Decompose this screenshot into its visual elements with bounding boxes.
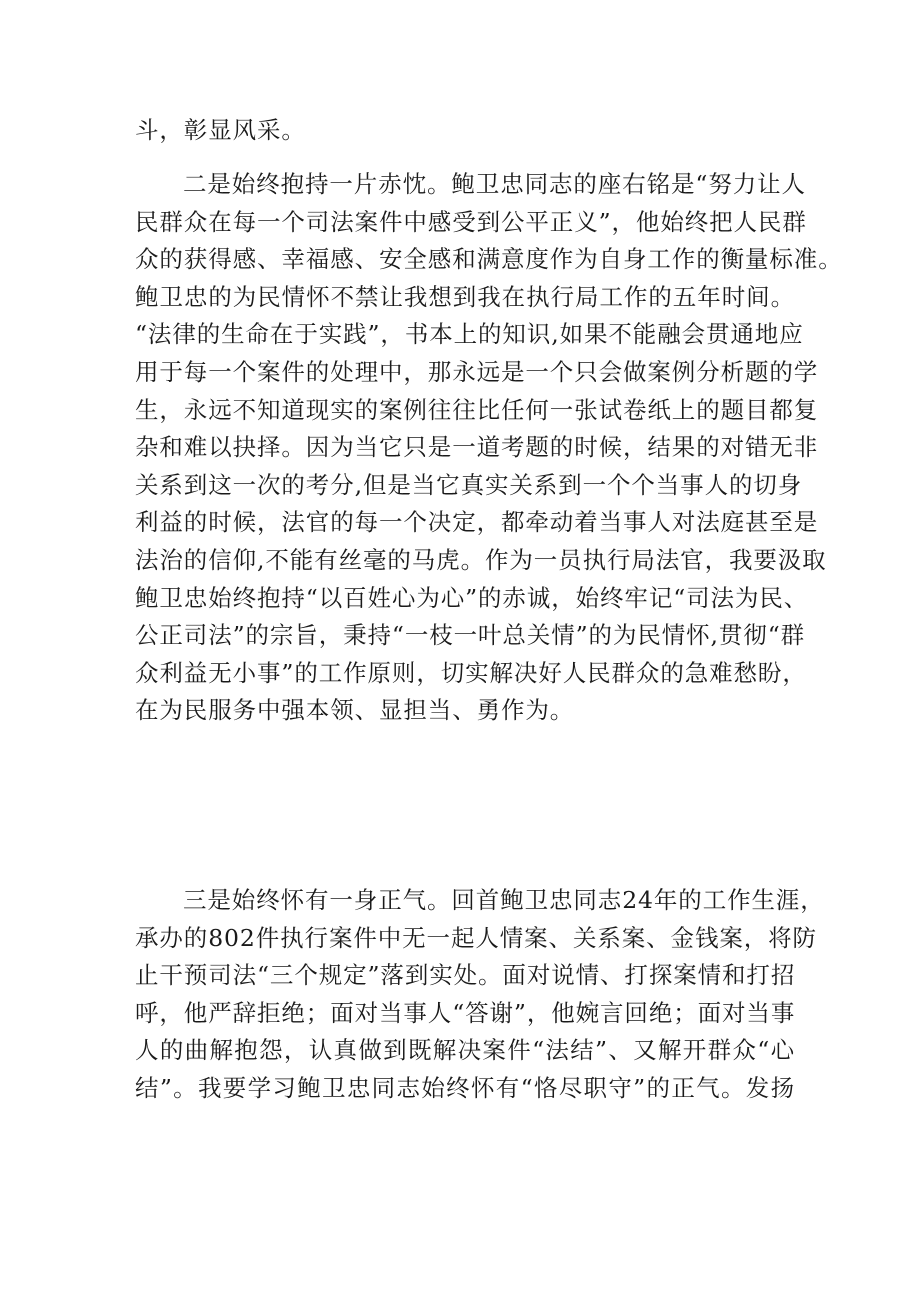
text-line: 众利益无小事”的工作原则，切实解决好人民群众的急难愁盼，	[135, 658, 807, 687]
text-line: 关系到这一次的考分,但是当它真实关系到一个个当事人的切身	[135, 470, 803, 499]
text-line: 二是始终抱持一片赤忱。鲍卫忠同志的座右铭是“努力让人	[183, 170, 806, 198]
text-line: 鲍卫忠始终抱持“以百姓心为心”的赤诚，始终牢记“司法为民、	[135, 583, 809, 612]
text-line: 承办的802件执行案件中无一起人情案、关系案、金钱案，将防	[135, 923, 817, 952]
text-line: 民群众在每一个司法案件中感受到公平正义”，他始终把人民群	[135, 207, 807, 236]
text-line: 人的曲解抱怨，认真做到既解决案件“法结”、又解开群众“心	[135, 1036, 795, 1065]
paragraph-point-two	[135, 166, 843, 730]
text-line: 止干预司法“三个规定”落到实处。面对说情、打探案情和打招	[135, 961, 796, 990]
text-line: 用于每一个案件的处理中，那永远是一个只会做案例分析题的学	[135, 357, 819, 386]
text-line: 公正司法”的宗旨，秉持“一枝一叶总关情”的为民情怀,贯彻“群	[135, 621, 806, 650]
text-line: 三是始终怀有一身正气。回首鲍卫忠同志24年的工作生涯，	[183, 886, 825, 914]
text-line: 生，永远不知道现实的案例往往比任何一张试卷纸上的题目都复	[135, 395, 819, 424]
text-line: 在为民服务中强本领、显担当、勇作为。	[135, 696, 575, 725]
text-line: 鲍卫忠的为民情怀不禁让我想到我在执行局工作的五年时间。	[135, 282, 795, 311]
text-line: 法治的信仰,不能有丝毫的马虎。作为一员执行局法官，我要汲取	[135, 545, 827, 574]
text-line: “法律的生命在于实践”，书本上的知识,如果不能融会贯通地应	[135, 320, 804, 349]
text-line: 众的获得感、幸福感、安全感和满意度作为自身工作的衡量标准。	[135, 245, 843, 274]
paragraph-point-three	[135, 882, 825, 1108]
text-line: 利益的时候，法官的每一个决定，都牵动着当事人对法庭甚至是	[135, 508, 819, 537]
text-line: 呼，他严辞拒绝；面对当事人“答谢”，他婉言回绝；面对当事	[135, 998, 796, 1027]
text-line: 杂和难以抉择。因为当它只是一道考题的时候，结果的对错无非	[135, 433, 819, 462]
paragraph-continuation	[135, 112, 795, 150]
text-line: 结”。我要学习鲍卫忠同志始终怀有“恪尽职守”的正气。发扬	[135, 1073, 795, 1102]
text-line: 斗，彰显风采。	[135, 116, 306, 144]
